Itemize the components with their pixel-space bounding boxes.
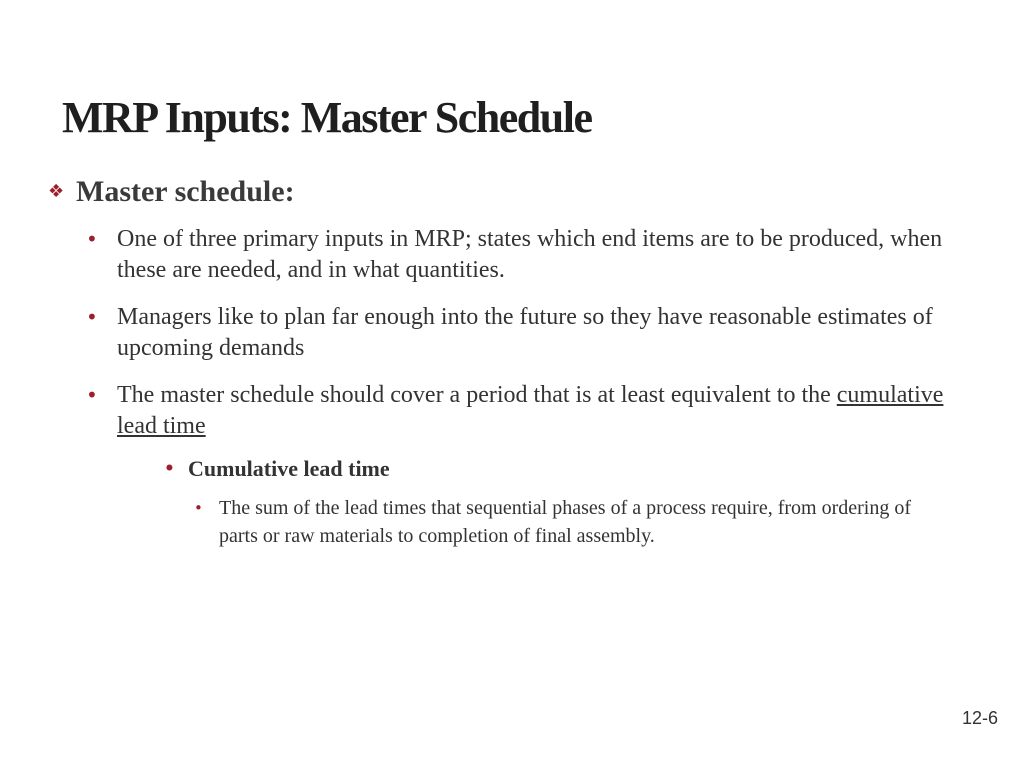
sub-bullet-item [164, 454, 968, 484]
page-number: 12-6 [961, 708, 998, 728]
dot-bullet-icon: • [86, 305, 98, 329]
bullet-text: One of three primary inputs in MRP; states which end items are to be produced, when these are needed, and in what quantities. [117, 226, 943, 283]
dot-bullet-icon: • [164, 459, 175, 479]
bullet-text: Managers like to plan far enough into the future so they have reasonable estimates of upcoming demands [117, 304, 933, 361]
bullet-item [86, 302, 968, 364]
dot-bullet-icon: • [194, 499, 203, 517]
heading-text: Master schedule: [76, 175, 295, 208]
master-schedule-heading [48, 172, 968, 212]
bullet-text-prefix: The master schedule should cover a period that is at least equivalent to the [117, 382, 837, 408]
definition-item [194, 494, 914, 550]
definition-text: The sum of the lead times that sequential phases of a process require, from ordering of parts or raw materials to completion of final assembly. [219, 497, 912, 547]
diamond-bullet-icon: ❖ [48, 181, 65, 202]
slide-title: MRP Inputs: Master Schedule [62, 93, 592, 142]
slide-content [48, 172, 968, 550]
dot-bullet-icon: • [86, 383, 98, 407]
bullet-item [86, 224, 968, 286]
bullet-text [117, 380, 968, 442]
dot-bullet-icon: • [86, 227, 98, 251]
sub-heading-text: Cumulative lead time [188, 456, 390, 481]
bullet-item [86, 380, 968, 442]
cumulative-lead-time-link[interactable]: cumulative lead time [117, 382, 944, 439]
